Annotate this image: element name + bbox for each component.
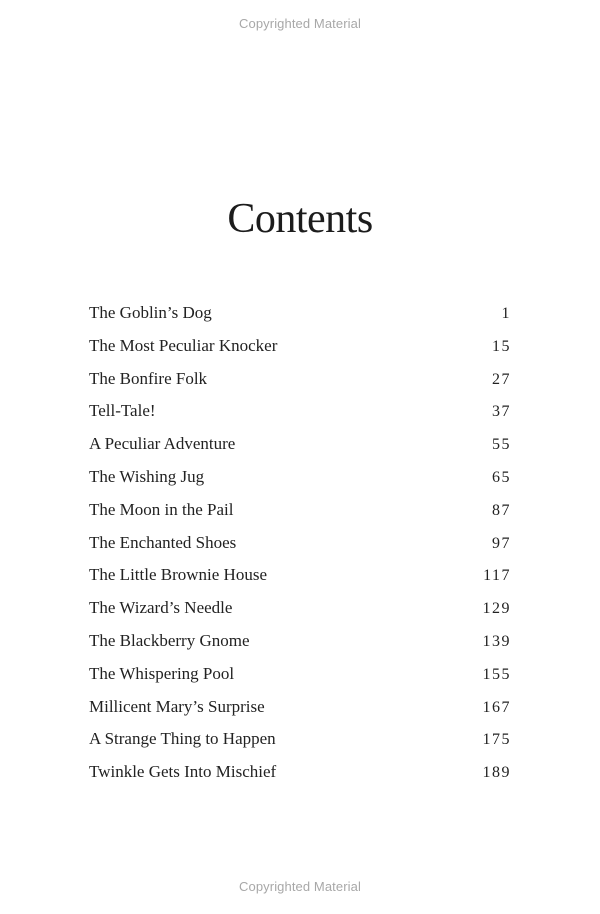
toc-entry-page: 97 [492,534,511,552]
table-of-contents [89,303,511,795]
toc-entry[interactable] [89,467,511,500]
toc-entry[interactable] [89,631,511,664]
toc-entry[interactable] [89,434,511,467]
toc-entry-title: A Peculiar Adventure [89,434,236,454]
toc-entry-page: 1 [501,305,511,322]
toc-entry[interactable] [89,664,511,697]
toc-entry-title: The Wizard’s Needle [89,598,233,618]
toc-entry[interactable] [89,565,511,598]
toc-entry[interactable] [89,303,511,336]
toc-entry-title: Millicent Mary’s Surprise [89,696,265,716]
page-title: Contents [227,196,373,242]
toc-entry[interactable] [89,598,511,631]
toc-entry[interactable] [89,401,511,434]
toc-entry-page: 37 [492,403,511,421]
toc-entry-page: 139 [482,632,511,650]
toc-entry-page: 15 [492,337,511,355]
toc-entry-page: 167 [482,698,511,716]
toc-entry-title: The Whispering Pool [89,663,235,683]
toc-entry[interactable] [89,729,511,762]
toc-entry-title: Tell-Tale! [89,401,156,421]
copyright-watermark-bottom: Copyrighted Material [239,879,361,894]
toc-entry-page: 65 [492,468,511,486]
toc-entry-title: The Moon in the Pail [89,499,234,519]
toc-entry-title: The Enchanted Shoes [89,532,237,552]
toc-entry-title: The Wishing Jug [89,466,205,486]
toc-entry-page: 189 [482,764,511,782]
toc-entry[interactable] [89,697,511,730]
toc-entry-title: The Blackberry Gnome [89,630,250,650]
toc-entry-page: 117 [483,567,511,585]
toc-entry-title: The Most Peculiar Knocker [89,335,278,355]
toc-entry-page: 155 [482,665,511,683]
toc-entry[interactable] [89,762,511,795]
toc-entry[interactable] [89,336,511,369]
copyright-watermark-top: Copyrighted Material [239,16,361,31]
toc-entry-title: The Goblin’s Dog [89,303,212,322]
toc-entry[interactable] [89,500,511,533]
toc-entry-page: 27 [492,370,511,388]
toc-entry[interactable] [89,533,511,566]
toc-entry[interactable] [89,369,511,402]
toc-entry-title: The Little Brownie House [89,565,267,585]
toc-entry-title: The Bonfire Folk [89,368,208,388]
toc-entry-title: Twinkle Gets Into Mischief [89,762,277,782]
toc-entry-page: 175 [482,731,511,749]
toc-entry-title: A Strange Thing to Happen [89,729,276,749]
toc-entry-page: 87 [492,501,511,519]
toc-entry-page: 55 [492,436,511,454]
toc-entry-page: 129 [482,600,511,618]
